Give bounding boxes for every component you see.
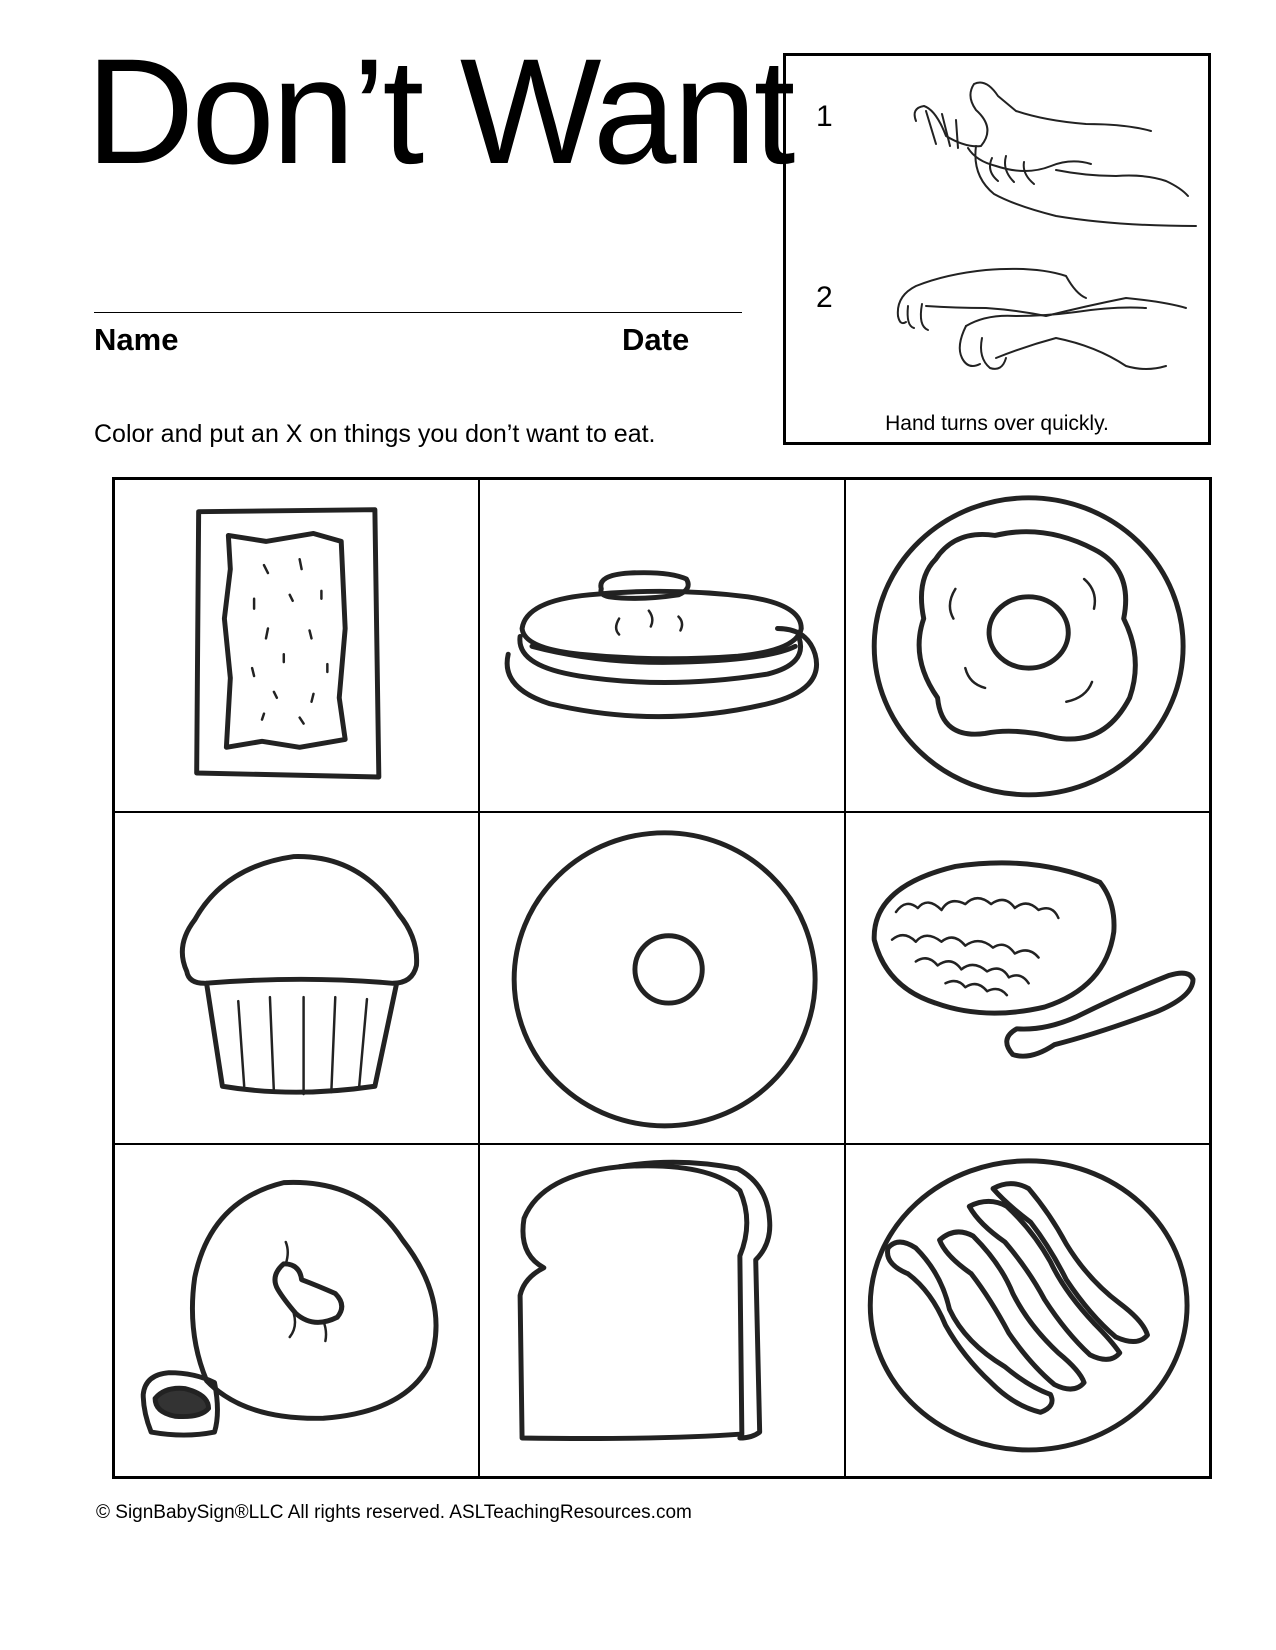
sign-hands-step1-icon xyxy=(906,66,1206,236)
fried-egg-icon xyxy=(846,480,1209,811)
food-cell-bread[interactable] xyxy=(479,1144,844,1477)
toaster-pastry-icon xyxy=(115,480,478,811)
sign-caption: Hand turns over quickly. xyxy=(885,412,1109,435)
date-label: Date xyxy=(622,322,690,357)
name-label: Name xyxy=(94,322,179,357)
food-cell-muffin[interactable] xyxy=(114,812,479,1145)
food-cell-bagel[interactable] xyxy=(479,812,844,1145)
bacon-plate-icon xyxy=(846,1145,1209,1476)
sign-instructions-box xyxy=(783,53,1211,445)
bread-slice-icon xyxy=(480,1145,843,1476)
food-cell-toaster-pastry[interactable] xyxy=(114,479,479,812)
instructions: Color and put an X on things you don’t want to eat. xyxy=(94,420,656,448)
muffin-icon xyxy=(115,813,478,1144)
step-1-number: 1 xyxy=(816,100,833,133)
copyright-footer: © SignBabySign®LLC All rights reserved. ASLTeachingResources.com xyxy=(96,1502,692,1523)
food-cell-bagel-jam[interactable] xyxy=(114,1144,479,1477)
cereal-bowl-icon xyxy=(846,813,1209,1144)
name-date-line[interactable] xyxy=(94,312,742,313)
pancakes-icon xyxy=(480,480,843,811)
worksheet-title: Don’t Want xyxy=(86,27,793,195)
food-cell-pancakes[interactable] xyxy=(479,479,844,812)
food-cell-fried-egg[interactable] xyxy=(845,479,1210,812)
bagel-icon xyxy=(480,813,843,1144)
food-cell-cereal[interactable] xyxy=(845,812,1210,1145)
sign-hands-step2-icon xyxy=(886,246,1196,406)
food-grid xyxy=(112,477,1212,1479)
food-cell-bacon[interactable] xyxy=(845,1144,1210,1477)
bagel-with-jam-icon xyxy=(115,1145,478,1476)
step-2-number: 2 xyxy=(816,281,833,314)
